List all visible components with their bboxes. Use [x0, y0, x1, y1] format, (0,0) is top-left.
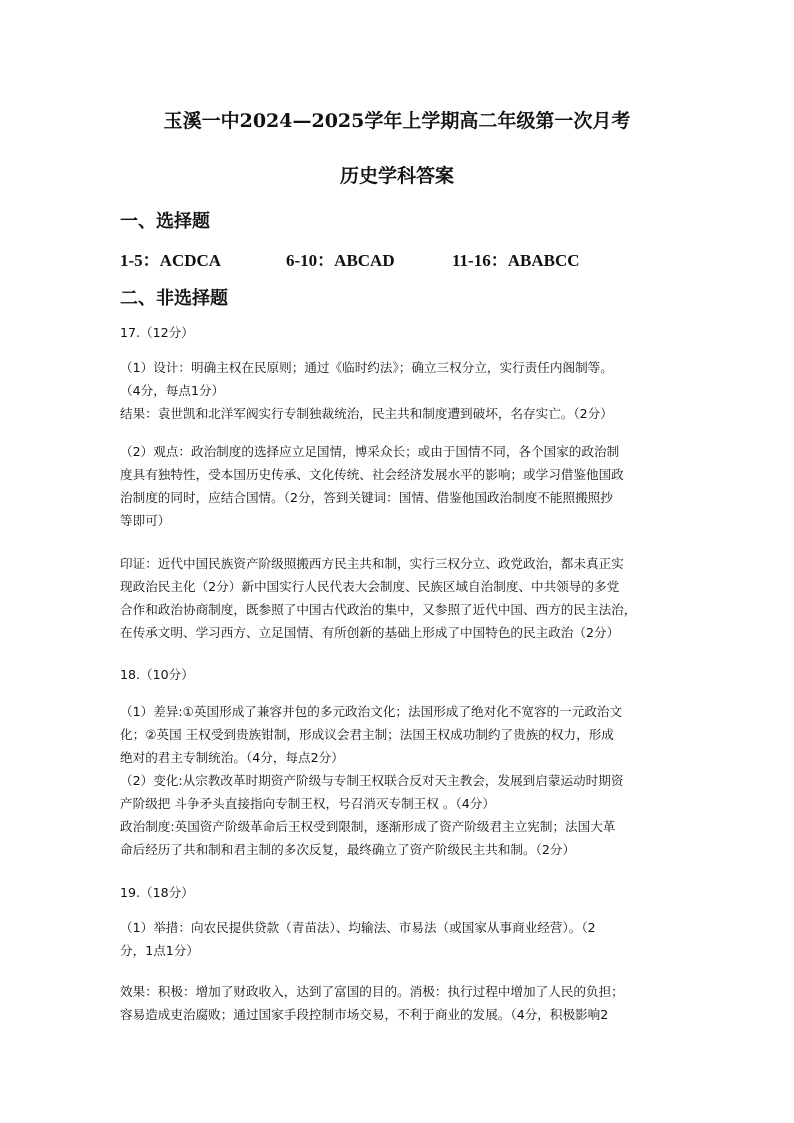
section-heading-nonchoice: 二、非选择题 — [120, 288, 228, 309]
q17-part3 — [120, 552, 680, 644]
text-line: 等即可） — [120, 513, 171, 528]
answers-6-10: 6-10：ABCAD — [286, 251, 395, 270]
text-line: 命后经历了共和制和君主制的多次反复，最终确立了资产阶级民主共和制。（2分） — [120, 842, 576, 857]
answer-subtitle: 历史学科答案 — [339, 165, 454, 187]
text-line: （2）变化:从宗教改革时期资产阶级与专制王权联合反对天主教会，发展到启蒙运动时期资 — [120, 773, 624, 788]
q17-part2 — [120, 440, 680, 532]
question-19-number: 19.（18分） — [120, 885, 194, 900]
text-line: （1）设计：明确主权在民原则；通过《临时约法》；确立三权分立，实行责任内阁制等。 — [120, 360, 613, 375]
text-line: 化；②英国 王权受到贵族钳制，形成议会君主制；法国王权成功制约了贵族的权力，形成 — [120, 727, 614, 742]
answers-11-16: 11-16：ABABCC — [452, 251, 580, 270]
answers-1-5: 1-5：ACDCA — [120, 251, 222, 270]
text-line: 效果：积极：增加了财政收入，达到了富国的目的。消极：执行过程中增加了人民的负担； — [120, 984, 624, 999]
section-heading-choice: 一、选择题 — [120, 211, 210, 232]
q19-part1 — [120, 916, 680, 962]
question-18-number: 18.（10分） — [120, 667, 194, 682]
text-line: 容易造成吏治腐败；通过国家手段控制市场交易，不利于商业的发展。（4分，积极影响2 — [120, 1007, 609, 1022]
text-line: （4分，每点1分） — [120, 383, 225, 398]
q19-part2 — [120, 980, 680, 1026]
exam-title: 玉溪一中2024—2025学年上学期高二年级第一次月考 — [163, 110, 631, 132]
text-line: （1）举措：向农民提供贷款（青苗法）、均输法、市易法（或国家从事商业经营）。（2 — [120, 920, 596, 935]
text-line: 合作和政治协商制度，既参照了中国古代政治的集中，又参照了近代中国、西方的民主法治， — [120, 602, 637, 617]
text-line: 结果：袁世凯和北洋军阀实行专制独裁统治，民主共和制度遭到破坏，名存实亡。（2分） — [120, 406, 613, 421]
text-line: 现政治民主化（2分）新中国实行人民代表大会制度、民族区域自治制度、中共领导的多党 — [120, 579, 620, 594]
text-line: 在传承文明、学习西方、立足国情、有所创新的基础上形成了中国特色的民主政治（2分） — [120, 625, 620, 640]
text-line: （1）差异:①英国形成了兼容并包的多元政治文化；法国形成了绝对化不宽容的一元政治文 — [120, 704, 623, 719]
text-line: 产阶级把 斗争矛头直接指向专制王权，号召消灭专制王权 。（4分） — [120, 796, 495, 811]
text-line: 分，1点1分） — [120, 943, 199, 958]
text-line: 印证：近代中国民族资产阶级照搬西方民主共和制，实行三权分立、政党政治，都未真正实 — [120, 556, 624, 571]
text-line: 绝对的君主专制统治。（4分，每点2分） — [120, 750, 344, 765]
q17-part1 — [120, 356, 680, 425]
text-line: 政治制度:英国资产阶级革命后王权受到限制，逐渐形成了资产阶级君主立宪制；法国大革 — [120, 819, 616, 834]
text-line: （2）观点：政治制度的选择应立足国情，博采众长；或由于国情不同，各个国家的政治制 — [120, 444, 620, 459]
q18-answer — [120, 700, 680, 861]
text-line: 治制度的同时，应结合国情。（2分，答到关键词：国情、借鉴他国政治制度不能照搬照抄 — [120, 490, 613, 505]
text-line: 度具有独特性，受本国历史传承、文化传统、社会经济发展水平的影响；或学习借鉴他国政 — [120, 467, 624, 482]
question-17-number: 17.（12分） — [120, 325, 194, 340]
